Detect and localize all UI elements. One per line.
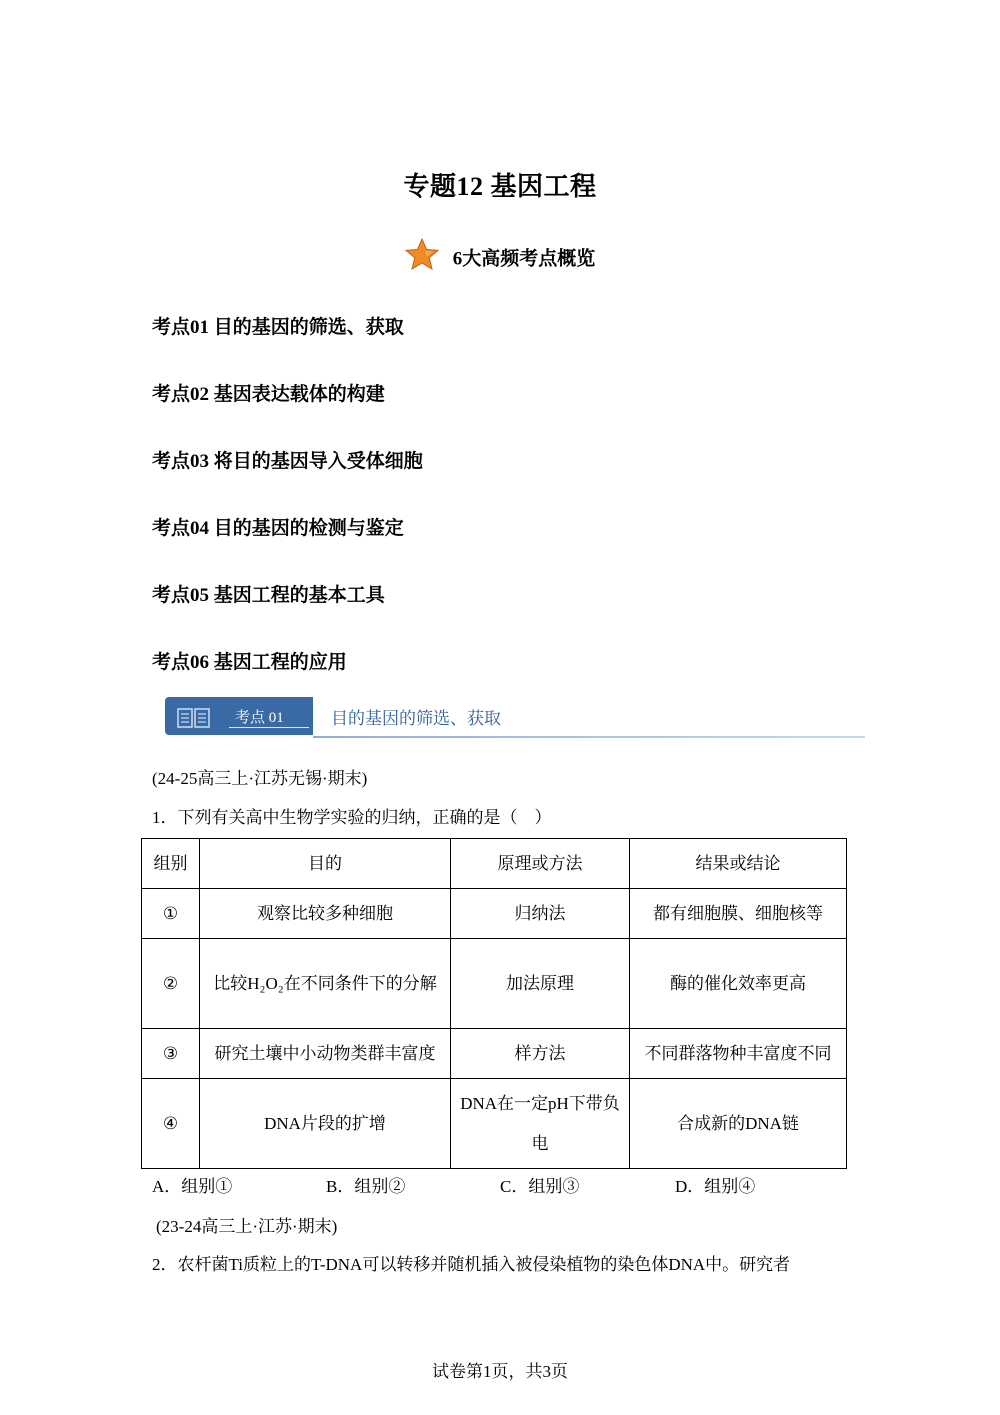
section-tab (165, 697, 313, 735)
table-row (142, 889, 847, 939)
table-cell: ③ (142, 1029, 200, 1079)
key-point-02: 考点02 基因表达载体的构建 (152, 384, 385, 405)
table-cell: ④ (142, 1079, 200, 1169)
table-header: 原理或方法 (451, 839, 630, 889)
key-point-03: 考点03 将目的基因导入受体细胞 (152, 451, 423, 472)
table-header: 组别 (142, 839, 200, 889)
table-header: 结果或结论 (630, 839, 847, 889)
table-cell: 都有细胞膜、细胞核等 (630, 889, 847, 939)
section-title: 目的基因的筛选、获取 (331, 709, 501, 728)
table-cell: 比较H₂O₂在不同条件下的分解 (200, 939, 451, 1029)
table-cell: 合成新的DNA链 (630, 1079, 847, 1169)
section-banner (165, 695, 865, 739)
book-icon (177, 708, 211, 733)
table-cell: 归纳法 (451, 889, 630, 939)
tab-underline (229, 727, 309, 728)
key-point-06: 考点06 基因工程的应用 (152, 652, 347, 673)
page-title: 专题12 基因工程 (403, 172, 597, 201)
table-cell: DNA片段的扩增 (200, 1079, 451, 1169)
option-c[interactable]: C．组别③ (500, 1177, 580, 1196)
table-header-row (142, 839, 847, 889)
option-a[interactable]: A．组别① (152, 1177, 233, 1196)
page-footer: 试卷第1页，共3页 (432, 1362, 568, 1381)
option-d[interactable]: D．组别④ (675, 1177, 756, 1196)
table-cell: 加法原理 (451, 939, 630, 1029)
key-point-04: 考点04 目的基因的检测与鉴定 (152, 518, 404, 539)
table-cell: ① (142, 889, 200, 939)
q2-source: (23-24高三上·江苏·期末) (156, 1217, 338, 1236)
table-cell: 酶的催化效率更高 (630, 939, 847, 1029)
section-divider (313, 736, 865, 738)
table-header: 目的 (200, 839, 451, 889)
q1-table (141, 838, 847, 1169)
q1-stem: 1．下列有关高中生物学实验的归纳，正确的是（ ） (152, 808, 552, 827)
q1-source: (24-25高三上·江苏无锡·期末) (152, 769, 368, 788)
section-tab-label: 考点 01 (235, 710, 284, 726)
table-row (142, 939, 847, 1029)
table-cell: DNA在一定pH下带负电 (451, 1079, 630, 1169)
table-cell: ② (142, 939, 200, 1029)
option-b[interactable]: B．组别② (326, 1177, 406, 1196)
table-cell: 研究土壤中小动物类群丰富度 (200, 1029, 451, 1079)
table-cell: 样方法 (451, 1029, 630, 1079)
table-cell: 观察比较多种细胞 (200, 889, 451, 939)
table-cell: 不同群落物种丰富度不同 (630, 1029, 847, 1079)
q2-stem: 2．农杆菌Ti质粒上的T-DNA可以转移并随机插入被侵染植物的染色体DNA中。研究者 (152, 1255, 791, 1274)
star-icon (405, 238, 439, 276)
overview-heading: 6大高频考点概览 (0, 238, 1000, 276)
table-row (142, 1029, 847, 1079)
key-point-05: 考点05 基因工程的基本工具 (152, 585, 385, 606)
key-point-01: 考点01 目的基因的筛选、获取 (152, 317, 404, 338)
table-row (142, 1079, 847, 1169)
